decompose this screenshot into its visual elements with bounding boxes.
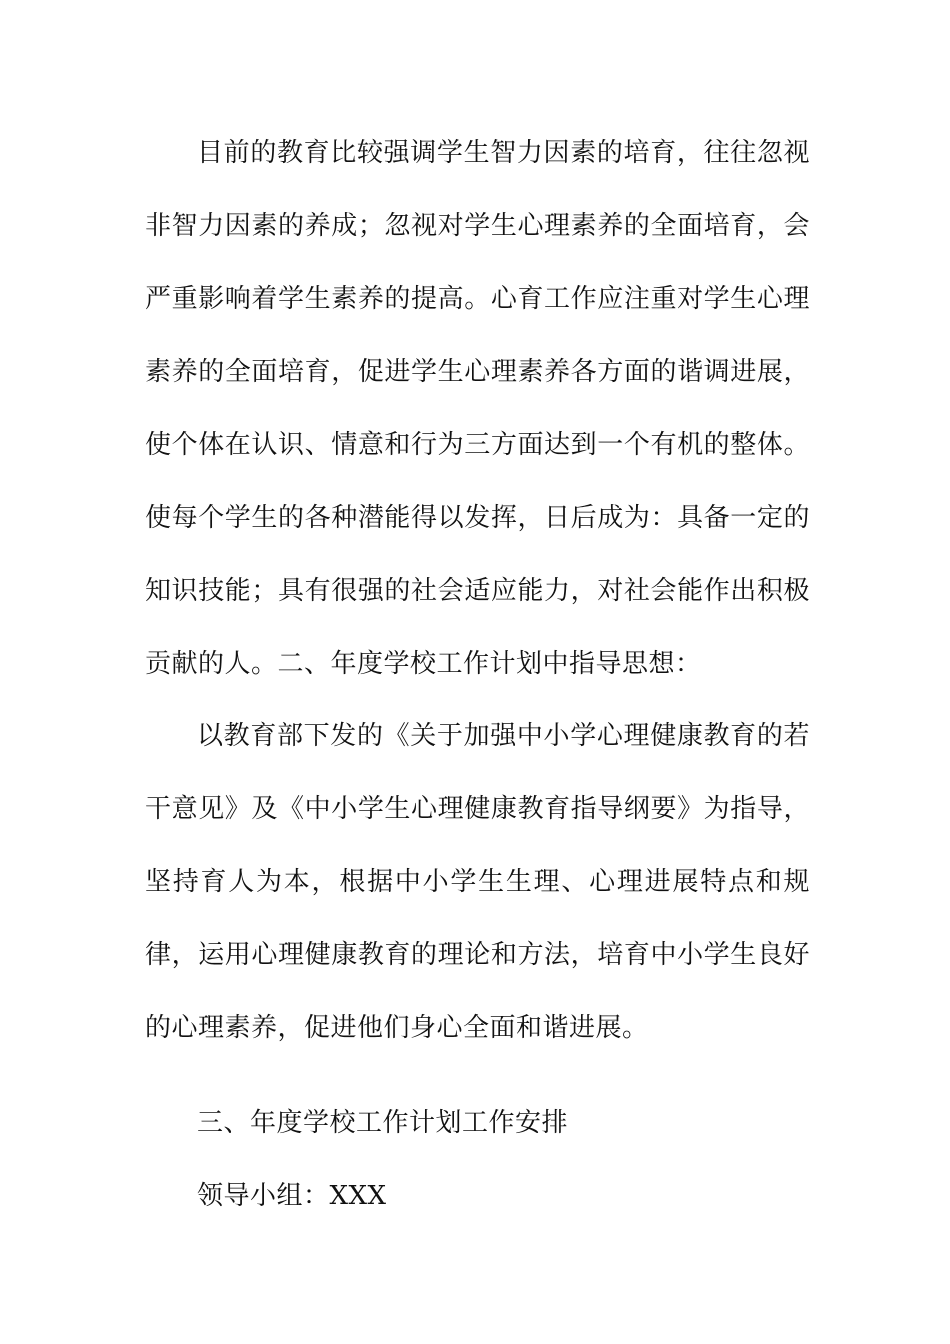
section-heading-work-arrangement: 三、年度学校工作计划工作安排 <box>197 1108 569 1138</box>
paragraph-guiding-principles: 以教育部下发的《关于加强中小学心理健康教育的若干意见》及《中小学生心理健康教育指导纲要》为指导，坚持育人为本，根据中小学生生理、心理进展特点和规律，运用心理健康教育的理论和方法，培育中小学生良好的心理素养，促进他们身心全面和谐进展。 <box>145 721 810 1043</box>
paragraph-education-background: 目前的教育比较强调学生智力因素的培育，往往忽视非智力因素的养成；忽视对学生心理素养的全面培育，会严重影响着学生素养的提高。心育工作应注重对学生心理素养的全面培育，促进学生心理素养各方面的谐调进展，使个体在认识、情意和行为三方面达到一个有机的整体。使每个学生的各种潜能得以发挥，日后成为：具备一定的知识技能；具有很强的社会适应能力，对社会能作出积极贡献的人。二、年度学校工作计划中指导思想： <box>145 138 810 679</box>
paragraph-leadership-group: 领导小组：XXX <box>197 1181 387 1211</box>
